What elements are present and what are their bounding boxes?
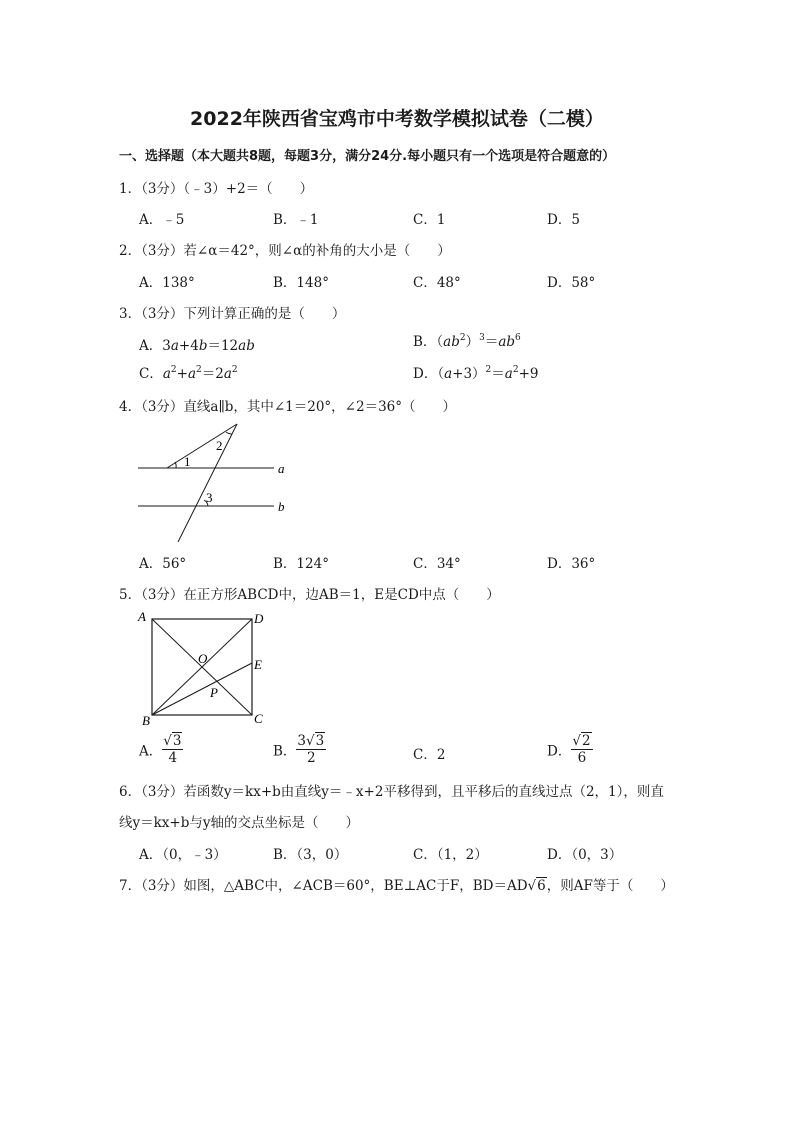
question-2-option-c: C．48° <box>413 275 461 291</box>
vertex-c-label: C <box>254 711 263 726</box>
question-1-option-d: D．5 <box>547 212 580 228</box>
question-3-option-a: A．3a+4b＝12ab <box>139 338 255 354</box>
line-a-label: a <box>278 461 285 476</box>
angle-2-arc <box>226 432 232 434</box>
transversal <box>178 424 237 542</box>
question-1-option-a: A．﹣5 <box>139 212 185 228</box>
segment-be <box>152 663 252 715</box>
question-4-option-b: B．124° <box>273 556 329 572</box>
question-7-stem: 7．（3分）如图，△ABC中，∠ACB＝60°，BE⊥AC于F，BD＝AD√6，则AF等于（ ） <box>119 878 674 894</box>
question-4-option-a: A．56° <box>139 556 187 572</box>
question-1-stem: 1．（3分）（﹣3）+2＝（ ） <box>119 181 314 197</box>
question-2-option-b: B．148° <box>273 275 329 291</box>
question-5-option-c: C．2 <box>413 747 446 763</box>
point-o-label: O <box>198 651 208 666</box>
section-heading: 一、选择题（本大题共8题，每题3分，满分24分.每小题只有一个选项是符合题意的） <box>119 149 616 164</box>
question-3-option-b: B．$(ab^2)^3=ab^6$ <box>413 333 521 350</box>
question-4-figure <box>132 418 302 548</box>
question-3-option-d: D．$(a+3)^2=a^2+9$ <box>413 365 539 382</box>
question-6-option-c: C．（1，2） <box>413 847 488 863</box>
question-2-option-d: D．58° <box>547 275 596 291</box>
question-6-option-a: A．（0，﹣3） <box>139 847 227 863</box>
page-title: 2022年陕西省宝鸡市中考数学模拟试卷（二模） <box>190 108 604 130</box>
question-6-stem-line1: 6．（3分）若函数y＝kx+b由直线y＝﹣x+2平移得到，且平移后的直线过点（2，1），则直 <box>119 784 664 800</box>
question-4-option-c: C．34° <box>413 556 461 572</box>
angle-3-label: 3 <box>206 490 213 505</box>
question-2-option-a: A．138° <box>139 275 195 291</box>
point-e-label: E <box>254 657 262 672</box>
question-4-option-d: D．36° <box>547 556 596 572</box>
question-1-option-b: B．﹣1 <box>273 212 319 228</box>
line-b-label: b <box>278 499 285 514</box>
vertex-a-label: A <box>138 609 146 624</box>
point-p-label: P <box>210 685 218 700</box>
question-4-stem: 4．（3分）直线a∥b，其中∠1＝20°，∠2＝36°（ ） <box>119 399 457 415</box>
question-2-stem: 2．（3分）若∠α＝42°，则∠α的补角的大小是（ ） <box>119 243 451 259</box>
question-5-figure <box>132 607 282 731</box>
question-5-option-d: D． $\frac{√2}{6}$ <box>547 733 591 766</box>
question-1-option-c: C．1 <box>413 212 446 228</box>
question-5-option-a: A． $\frac{√3}{4}$ <box>139 733 182 766</box>
question-6-option-b: B．（3，0） <box>273 847 348 863</box>
question-5-stem: 5．（3分）在正方形ABCD中，边AB＝1，E是CD中点（ ） <box>119 587 500 603</box>
vertex-b-label: B <box>142 713 150 728</box>
question-5-option-b: B． $\frac{3√3}{2}$ <box>273 733 325 766</box>
vertex-d-label: D <box>254 611 264 626</box>
question-3-stem: 3．（3分）下列计算正确的是（ ） <box>119 306 346 322</box>
question-6-option-d: D．（0，3） <box>547 847 623 863</box>
angle-1-arc <box>175 462 176 468</box>
question-3-option-c: C．$a^2+a^2=2a^2$ <box>139 365 238 382</box>
angle-1-label: 1 <box>184 454 191 469</box>
question-6-stem-line2: 线y＝kx+b与y轴的交点坐标是（ ） <box>119 815 360 831</box>
angle-2-label: 2 <box>216 438 223 453</box>
